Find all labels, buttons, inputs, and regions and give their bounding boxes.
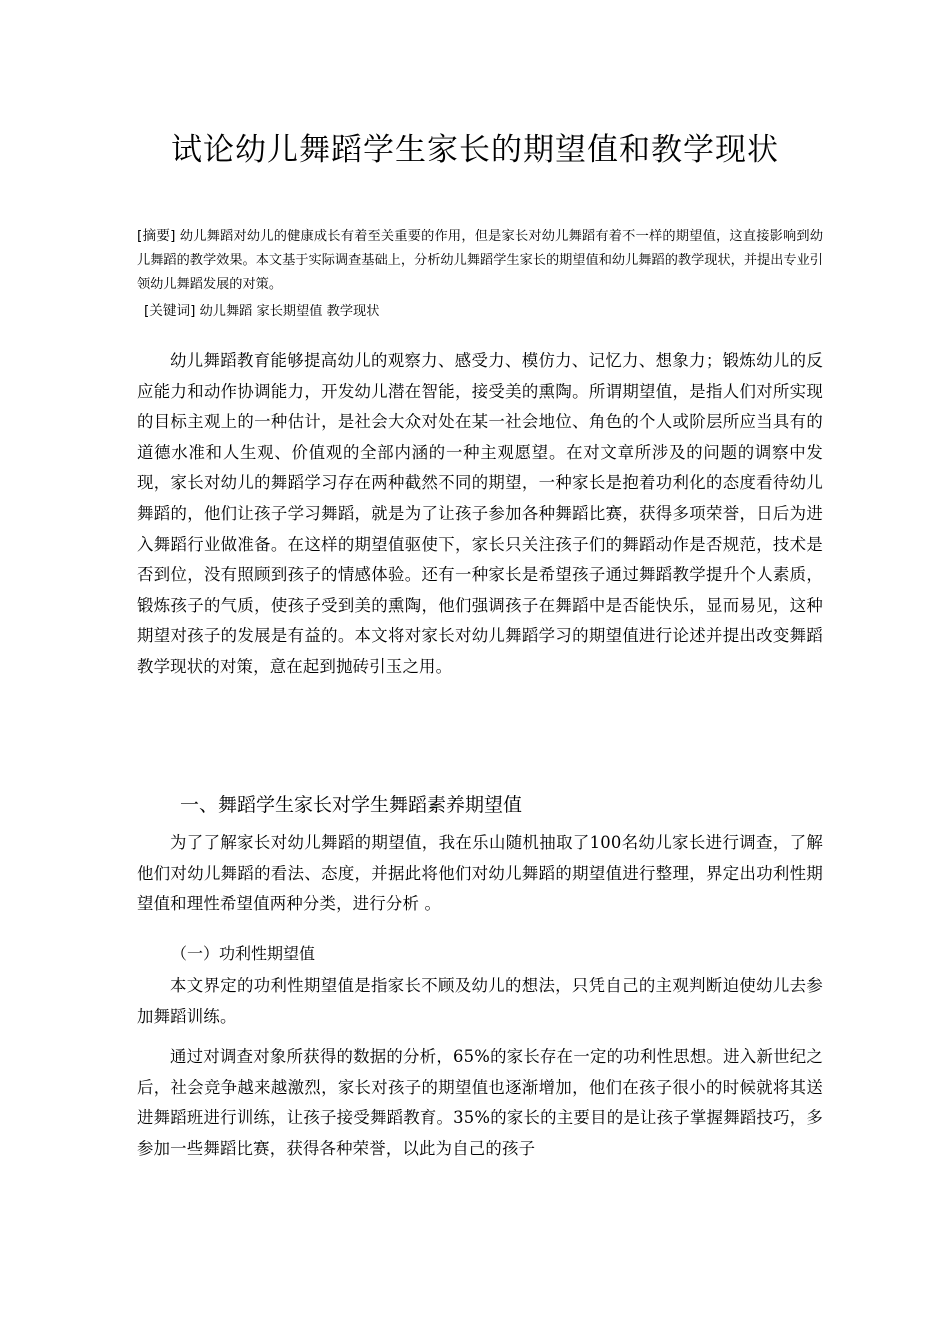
document-title: 试论幼儿舞蹈学生家长的期望值和教学现状 xyxy=(171,132,779,168)
paragraph-definition: 本文界定的功利性期望值是指家长不顾及幼儿的想法，只凭自己的主观判断迫使幼儿去参加舞蹈训练。 xyxy=(137,976,823,1026)
paragraph-survey: 为了了解家长对幼儿舞蹈的期望值，我在乐山随机抽取了100名幼儿家长进行调查，了解他们对幼儿舞蹈的看法、态度，并据此将他们对幼儿舞蹈的期望值进行整理，界定出功利性期望值和理性希望值两种分类，进行分析 。 xyxy=(137,833,823,914)
section-heading: 一、舞蹈学生家长对学生舞蹈素养期望值 xyxy=(180,794,523,816)
paragraph-intro: 幼儿舞蹈教育能够提高幼儿的观察力、感受力、模仿力、记忆力、想象力；锻炼幼儿的反应能力和动作协调能力，开发幼儿潜在智能，接受美的熏陶。所谓期望值，是指人们对所实现的目标主观上的一种估计，是社会大众对处在某一社会地位、角色的个人或阶层所应当具有的道德水准和人生观、价值观的全部内涵的一种主观愿望。在对文章所涉及的问题的调察中发现，家长对幼儿的舞蹈学习存在两种截然不同的期望，一种家长是抱着功利化的态度看待幼儿舞蹈的，他们让孩子学习舞蹈，就是为了让孩子参加各种舞蹈比赛，获得多项荣誉，日后为进入舞蹈行业做准备。在这样的期望值驱使下，家长只关注孩子们的舞蹈动作是否规范，技术是否到位，没有照顾到孩子的情感体验。还有一种家长是希望孩子通过舞蹈教学提升个人素质，锻炼孩子的气质，使孩子受到美的熏陶，他们强调孩子在舞蹈中是否能快乐，显而易见，这种期望对孩子的发展是有益的。本文将对家长对幼儿舞蹈学习的期望值进行论述并提出改变舞蹈教学现状的对策，意在起到抛砖引玉之用。 xyxy=(137,351,823,676)
keywords-text: 幼儿舞蹈 家长期望值 教学现状 xyxy=(199,304,380,319)
paragraph-analysis: 通过对调查对象所获得的数据的分析，65%的家长存在一定的功利性思想。进入新世纪之后，社会竞争越来越激烈，家长对孩子的期望值也逐渐增加，他们在孩子很小的时候就将其送进舞蹈班进行训练，让孩子接受舞蹈教育。35%的家长的主要目的是让孩子掌握舞蹈技巧，多参加一些舞蹈比赛，获得各种荣誉，以此为自己的孩子 xyxy=(137,1047,823,1158)
keywords-label: [关键词] xyxy=(144,303,196,319)
abstract-text: 幼儿舞蹈对幼儿的健康成长有着至关重要的作用，但是家长对幼儿舞蹈有着不一样的期望值，这直接影响到幼儿舞蹈的教学效果。本文基于实际调查基础上，分析幼儿舞蹈学生家长的期望值和幼儿舞蹈的教学现状，并提出专业引领幼儿舞蹈发展的对策。 xyxy=(137,229,824,292)
abstract-label: [摘要] xyxy=(137,228,176,244)
keywords xyxy=(144,300,824,323)
abstract xyxy=(137,224,823,297)
subsection-heading: （一）功利性期望值 xyxy=(171,944,316,963)
